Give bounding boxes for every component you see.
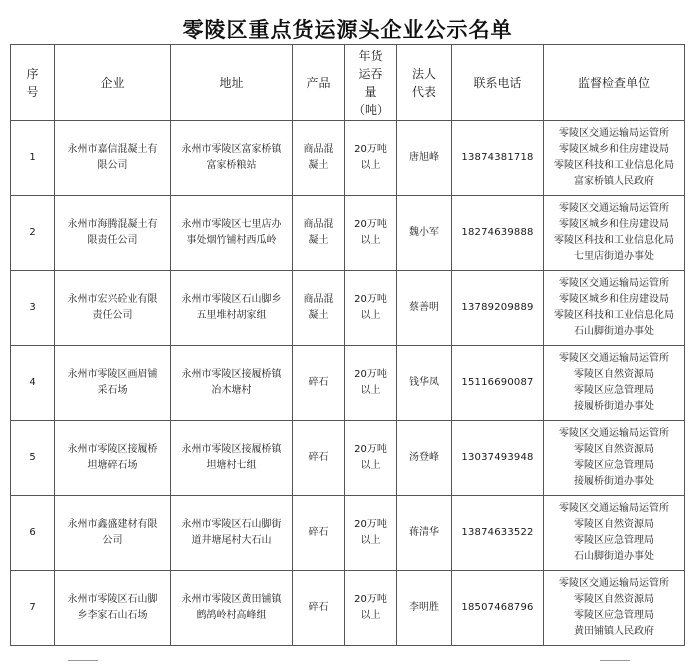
supervisor-line: 零陵区应急管理局 (574, 610, 654, 621)
page-title: 零陵区重点货运源头企业公示名单 (182, 17, 513, 42)
supervisor-line: 零陵区城乡和住房建设局 (559, 219, 669, 230)
table-row (11, 571, 685, 646)
row-legal-rep: 蔡善明 (397, 271, 452, 346)
supervisor-line: 零陵区城乡和住房建设局 (559, 294, 669, 305)
row-phone: 15116690087 (452, 346, 544, 421)
row-phone: 13037493948 (452, 421, 544, 496)
supervisor-line: 零陵区应急管理局 (574, 535, 654, 546)
row-company: 永州市零陵区接履桥坦塘碎石场 (55, 421, 171, 496)
table-row (11, 496, 685, 571)
table-row (11, 121, 685, 196)
table-header-row (11, 45, 685, 121)
row-address: 永州市零陵区石山脚街道井塘尾村大石山 (171, 496, 293, 571)
row-legal-rep: 汤登峰 (397, 421, 452, 496)
header-company: 企业 (55, 45, 171, 121)
supervisor-line: 零陵区科技和工业信息化局 (554, 310, 674, 321)
row-supervisors (544, 346, 685, 421)
enterprise-table (10, 44, 685, 646)
row-product: 碎石 (293, 571, 345, 646)
row-address: 永州市零陵区富家桥镇富家桥粮站 (171, 121, 293, 196)
header-supervisor: 监督检查单位 (544, 45, 685, 121)
supervisor-line: 零陵区科技和工业信息化局 (554, 160, 674, 171)
header-product: 产品 (293, 45, 345, 121)
supervisor-line: 零陵区交通运输局运管所 (559, 128, 669, 139)
row-seq: 2 (11, 196, 55, 271)
supervisor-line: 接履桥街道办事处 (574, 401, 654, 412)
supervisor-line: 零陵区交通运输局运管所 (559, 353, 669, 364)
supervisor-line: 零陵区应急管理局 (574, 460, 654, 471)
row-seq: 5 (11, 421, 55, 496)
row-volume: 20万吨以上 (345, 421, 397, 496)
row-legal-rep: 李明胜 (397, 571, 452, 646)
row-phone: 18507468796 (452, 571, 544, 646)
header-volume: 年货运吞量（吨） (345, 45, 397, 121)
header-phone: 联系电话 (452, 45, 544, 121)
row-supervisors (544, 121, 685, 196)
supervisor-line: 零陵区交通运输局运管所 (559, 203, 669, 214)
supervisor-line: 零陵区交通运输局运管所 (559, 503, 669, 514)
table-row (11, 346, 685, 421)
row-company: 永州市零陵区石山脚乡李家石山石场 (55, 571, 171, 646)
row-company: 永州市零陵区画眉铺采石场 (55, 346, 171, 421)
row-legal-rep: 蒋清华 (397, 496, 452, 571)
row-supervisors (544, 271, 685, 346)
row-volume: 20万吨以上 (345, 496, 397, 571)
row-seq: 4 (11, 346, 55, 421)
row-product: 碎石 (293, 346, 345, 421)
supervisor-line: 零陵区科技和工业信息化局 (554, 235, 674, 246)
header-seq: 序号 (11, 45, 55, 121)
row-volume: 20万吨以上 (345, 121, 397, 196)
row-seq: 6 (11, 496, 55, 571)
row-phone: 13789209889 (452, 271, 544, 346)
row-legal-rep: 钱华凤 (397, 346, 452, 421)
supervisor-line: 石山脚街道办事处 (574, 326, 654, 337)
row-address: 永州市零陵区七里店办事处烟竹铺村西瓜岭 (171, 196, 293, 271)
header-legal-rep: 法人代表 (397, 45, 452, 121)
row-product: 商品混凝土 (293, 196, 345, 271)
header-address: 地址 (171, 45, 293, 121)
row-supervisors (544, 496, 685, 571)
row-company: 永州市宏兴砼业有限责任公司 (55, 271, 171, 346)
supervisor-line: 黄田铺镇人民政府 (574, 626, 654, 637)
row-phone: 13874633522 (452, 496, 544, 571)
supervisor-line: 零陵区城乡和住房建设局 (559, 144, 669, 155)
supervisor-line: 零陵区自然资源局 (574, 444, 654, 455)
row-supervisors (544, 421, 685, 496)
row-address: 永州市零陵区接履桥镇坦塘村七组 (171, 421, 293, 496)
row-company: 永州市嘉信混凝土有限公司 (55, 121, 171, 196)
row-address: 永州市零陵区石山脚乡五里堆村胡家组 (171, 271, 293, 346)
supervisor-line: 石山脚街道办事处 (574, 551, 654, 562)
row-seq: 7 (11, 571, 55, 646)
row-volume: 20万吨以上 (345, 571, 397, 646)
row-company: 永州市海腾混凝土有限责任公司 (55, 196, 171, 271)
row-company: 永州市鑫盛建材有限公司 (55, 496, 171, 571)
row-seq: 3 (11, 271, 55, 346)
row-volume: 20万吨以上 (345, 271, 397, 346)
row-volume: 20万吨以上 (345, 346, 397, 421)
row-product: 碎石 (293, 496, 345, 571)
row-phone: 13874381718 (452, 121, 544, 196)
supervisor-line: 零陵区应急管理局 (574, 385, 654, 396)
supervisor-line: 接履桥街道办事处 (574, 476, 654, 487)
supervisor-line: 零陵区自然资源局 (574, 369, 654, 380)
row-seq: 1 (11, 121, 55, 196)
row-volume: 20万吨以上 (345, 196, 397, 271)
row-supervisors (544, 571, 685, 646)
row-product: 商品混凝土 (293, 271, 345, 346)
row-product: 商品混凝土 (293, 121, 345, 196)
table-row (11, 271, 685, 346)
row-address: 永州市零陵区接履桥镇冶木塘村 (171, 346, 293, 421)
supervisor-line: 零陵区自然资源局 (574, 519, 654, 530)
row-phone: 18274639888 (452, 196, 544, 271)
table-row (11, 196, 685, 271)
supervisor-line: 零陵区交通运输局运管所 (559, 278, 669, 289)
row-legal-rep: 魏小军 (397, 196, 452, 271)
table-row (11, 421, 685, 496)
supervisor-line: 零陵区交通运输局运管所 (559, 578, 669, 589)
supervisor-line: 零陵区交通运输局运管所 (559, 428, 669, 439)
row-supervisors (544, 196, 685, 271)
row-product: 碎石 (293, 421, 345, 496)
supervisor-line: 七里店街道办事处 (574, 251, 654, 262)
supervisor-line: 富家桥镇人民政府 (574, 176, 654, 187)
supervisor-line: 零陵区自然资源局 (574, 594, 654, 605)
row-legal-rep: 唐旭峰 (397, 121, 452, 196)
row-address: 永州市零陵区黄田铺镇鹧鸪岭村高峰组 (171, 571, 293, 646)
